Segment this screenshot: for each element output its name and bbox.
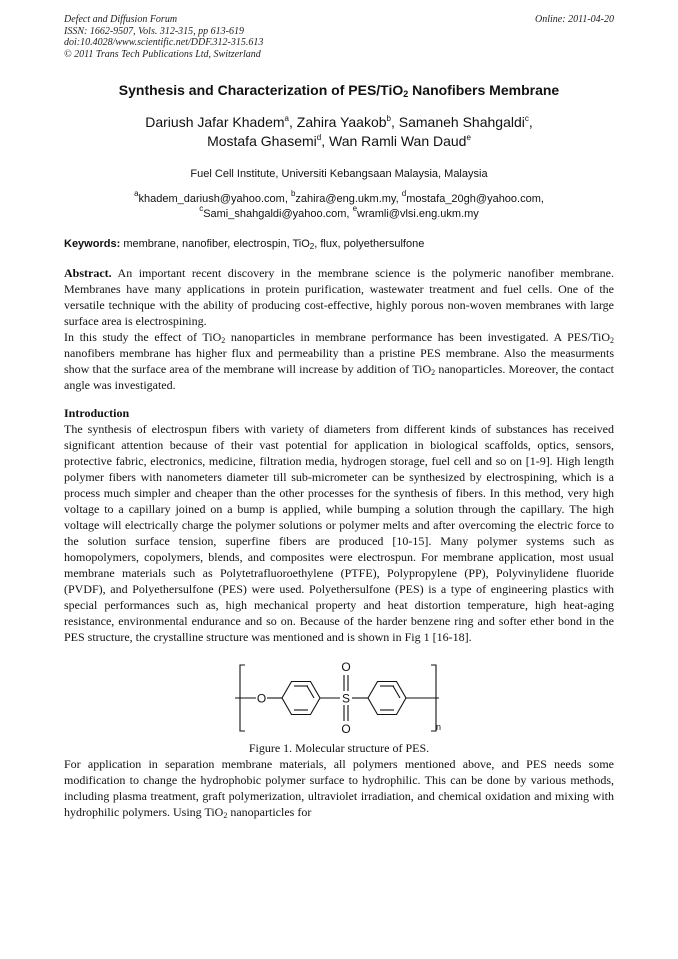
author-name: Zahira Yaakob	[296, 114, 387, 130]
author-name: Dariush Jafar Khadem	[145, 114, 285, 130]
sulfonyl-oxygen-top-label: O	[341, 660, 351, 674]
author-name: Samaneh Shahgaldi	[398, 114, 525, 130]
sulfonyl-oxygen-bottom-label: O	[341, 722, 351, 736]
abstract-paragraph-1: Abstract. An important recent discovery in the membrane science is the polymeric nanofiber membrane. Membranes have many applications in protein purification, wastewater treatment and fuel cells. One of the versatile technique with the ability of producing cost-effective, highly porous non-woven membranes with large surface area is electrospining.	[64, 266, 615, 328]
sulfur-label: S	[341, 691, 351, 706]
copyright-line: © 2011 Trans Tech Publications Ltd, Switzerland	[64, 48, 261, 60]
paper-page	[64, 14, 614, 820]
author-name: Wan Ramli Wan Daud	[329, 133, 467, 149]
paper-title: Synthesis and Characterization of PES/TiO$_2$ Nanofibers Membrane	[118, 82, 560, 99]
ether-oxygen-label: O	[256, 691, 267, 706]
email-link[interactable]: khadem_dariush@yahoo.com,	[138, 193, 288, 205]
author-emails: $^a$khadem_dariush@yahoo.com, $^b$zahira@eng.ukm.my, $^d$mostafa_20gh@yahoo.com, $^c$Sami_shahgaldi@yahoo.com, $^e$wramli@vlsi.eng.ukm.my	[134, 189, 544, 220]
keywords-label: Keywords:	[64, 238, 121, 250]
doi-line: doi:10.4028/www.scientific.net/DDF.312-315.613	[64, 37, 264, 48]
repeat-unit-n: n	[436, 722, 442, 732]
online-date: Online: 2011-04-20	[535, 14, 614, 25]
journal-name: Defect and Diffusion Forum	[64, 14, 178, 25]
abstract	[64, 265, 614, 393]
introduction-heading: Introduction	[64, 406, 130, 420]
issn-line: ISSN: 1662-9507, Vols. 312-315, pp 613-619	[64, 25, 244, 37]
email-link[interactable]: wramli@vlsi.eng.ukm.my	[357, 208, 479, 220]
author-name: Mostafa Ghasemi	[207, 133, 317, 149]
introduction-paragraph: The synthesis of electrospun fibers with variety of diameters from different kinds of substances has received significant attention because of their vast potential for application in biological scaffolds, optics, sensors, protective fabric, electronics, medicine, filtration media, hydrogen storage, fuel cell and so on [1-9]. High length polymer fibers with nanometers diameter till sub-micrometer can be synthesized by electrospining, which is a process much simpler and cheaper than the other processes for the synthesis of fibers. In this method, very high voltage to a capillary joined on a bump is applied, while bumping a solution through the capillary. The high voltage will electrically charge the polymer solutions or polymer melts and after overcoming the electric force to the solution surface tension, superfine fibers are produced [10-15]. Many polymer systems such as homopolymers, copolymers, blends, and composites were electrospun. For membrane application, most usual membrane materials such as Polytetrafluoroethylene (PTFE), Polypropylene (PP), Polyvinylidene fluoride (PVDF), and Polyethersulfone (PES) were used. Polyethersulfone (PES) is a type of engineering plastics with special performances such as, high mechanical property and heat distortion temperature, high heat-aging resistance, environmental endurance and so on. Because of the harder benzene ring and softer ether bond in the PES structure, the crystalline structure was mentioned and is shown in Fig 1 [16-18].	[64, 422, 614, 644]
email-link[interactable]: mostafa_20gh@yahoo.com,	[406, 193, 544, 205]
keywords: Keywords: membrane, nanofiber, electrospin, TiO$_2$, flux, polyethersulfone	[64, 238, 425, 251]
email-link[interactable]: Sami_shahgaldi@yahoo.com,	[203, 208, 350, 220]
affiliation: Fuel Cell Institute, Universiti Kebangsaan Malaysia, Malaysia	[190, 168, 488, 180]
figure-caption: Figure 1. Molecular structure of PES.	[248, 741, 430, 755]
journal-header	[64, 14, 614, 60]
author-list: Dariush Jafar Khadem$^a$, Zahira Yaakob$^b$, Samaneh Shahgaldi$^c$, Mostafa Ghasemi$^d$, Wan Ramli Wan Daud$^e$	[145, 114, 533, 149]
figure-1	[64, 659, 614, 756]
pes-structure-diagram	[239, 659, 442, 739]
abstract-paragraph-2: In this study the effect of TiO$_2$ nanoparticles in membrane performance has been investigated. A PES/TiO$_2$ nanofibers membrane has higher flux and permeability than a pristine PES membrane. Also the measurments show that the surface area of the membrane will increase by addition of TiO$_2$ nanoparticles. Moreover, the contact angle was investigated.	[64, 330, 614, 392]
continuation-paragraph: For application in separation membrane materials, all polymers mentioned above, and PES needs some modification to change the hydrophobic polymer surface to hydrophilic. This can be done by various methods, including plasma treatment, graft polymerization, ultraviolet irradiation, and chemical oxidation and mixing with hydrophilic polymers. Using TiO$_2$ nanoparticles for	[64, 757, 614, 820]
email-link[interactable]: zahira@eng.ukm.my,	[295, 193, 399, 205]
